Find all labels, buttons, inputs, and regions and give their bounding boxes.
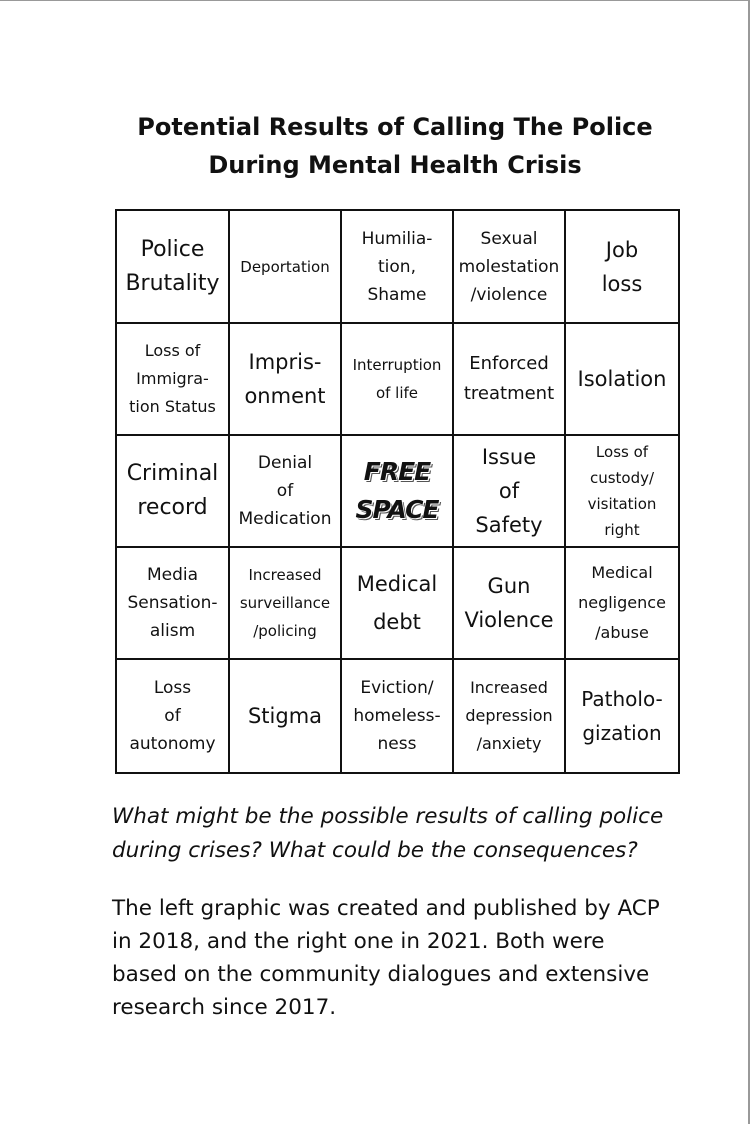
bingo-cell (230, 211, 342, 324)
cell-text: Loss of autonomy (129, 678, 216, 754)
cell-text: Deportation (240, 257, 330, 276)
cell-text: Impris- onment (244, 350, 326, 408)
paragraph-line-4: research since 2017. (112, 995, 337, 1020)
cell-text: Eviction/ homeless- ness (353, 678, 441, 754)
discussion-question (112, 800, 702, 868)
cell-text: Loss of custody/ visitation right (587, 443, 657, 539)
cell-text: Stigma (247, 704, 323, 728)
cell-text: Media Sensation- alism (127, 565, 218, 641)
bingo-cell (454, 211, 566, 324)
bingo-cell (230, 548, 342, 660)
bingo-cell (117, 324, 230, 436)
cell-text: Humilia- tion, Shame (361, 228, 433, 305)
bingo-cell (454, 436, 566, 548)
paragraph-line-2: in 2018, and the right one in 2021. Both were (112, 929, 605, 954)
cell-text: Issue of Safety (475, 445, 543, 537)
bingo-cell (117, 548, 230, 660)
cell-text: Increased surveillance /policing (239, 566, 331, 640)
bingo-cell (230, 324, 342, 436)
cell-text: Medical debt (356, 572, 438, 634)
free-space-cell (342, 436, 454, 548)
title-line-2: During Mental Health Crisis (208, 151, 582, 179)
cell-text: Criminal record (126, 461, 219, 520)
question-line-2: during crises? What could be the consequences? (112, 838, 638, 863)
cell-text: Increased depression /anxiety (465, 678, 553, 753)
free-space-logo: FREE SPACE (355, 457, 439, 524)
paragraph-line-3: based on the community dialogues and extensive (112, 962, 650, 987)
bingo-cell (117, 436, 230, 548)
cell-text: Denial of Medication (238, 453, 332, 529)
bingo-cell (454, 548, 566, 660)
bingo-cell (342, 211, 454, 324)
bingo-cell (342, 548, 454, 660)
credit-paragraph (112, 892, 702, 1024)
bingo-cell (566, 436, 678, 548)
bingo-cell (454, 660, 566, 772)
cell-text: Job loss (601, 237, 643, 296)
paragraph-line-1: The left graphic was created and published by ACP (112, 896, 660, 921)
bingo-cell (342, 324, 454, 436)
cell-text: Isolation (577, 367, 667, 391)
cell-text: Sexual molestation /violence (458, 228, 560, 305)
cell-text: Enforced treatment (463, 353, 555, 404)
bingo-cell (230, 660, 342, 772)
bingo-grid (115, 209, 680, 774)
cell-text: Police Brutality (125, 236, 220, 296)
page-title (100, 108, 690, 184)
title-line-1: Potential Results of Calling The Police (137, 113, 653, 141)
bingo-cell (566, 211, 678, 324)
bingo-cell (342, 660, 454, 772)
bingo-cell (566, 324, 678, 436)
cell-text: Gun Violence (464, 574, 554, 632)
bingo-cell (230, 436, 342, 548)
bingo-cell (566, 660, 678, 772)
bingo-cell (117, 660, 230, 772)
cell-text: Interruption of life (352, 356, 442, 402)
question-line-1: What might be the possible results of calling police (112, 804, 664, 829)
cell-text: Medical negligence /abuse (578, 563, 666, 642)
bingo-cell (454, 324, 566, 436)
cell-text: Patholo- gization (581, 687, 663, 745)
bingo-cell (117, 211, 230, 324)
bingo-cell (566, 548, 678, 660)
cell-text: Loss of Immigra- tion Status (129, 341, 216, 416)
